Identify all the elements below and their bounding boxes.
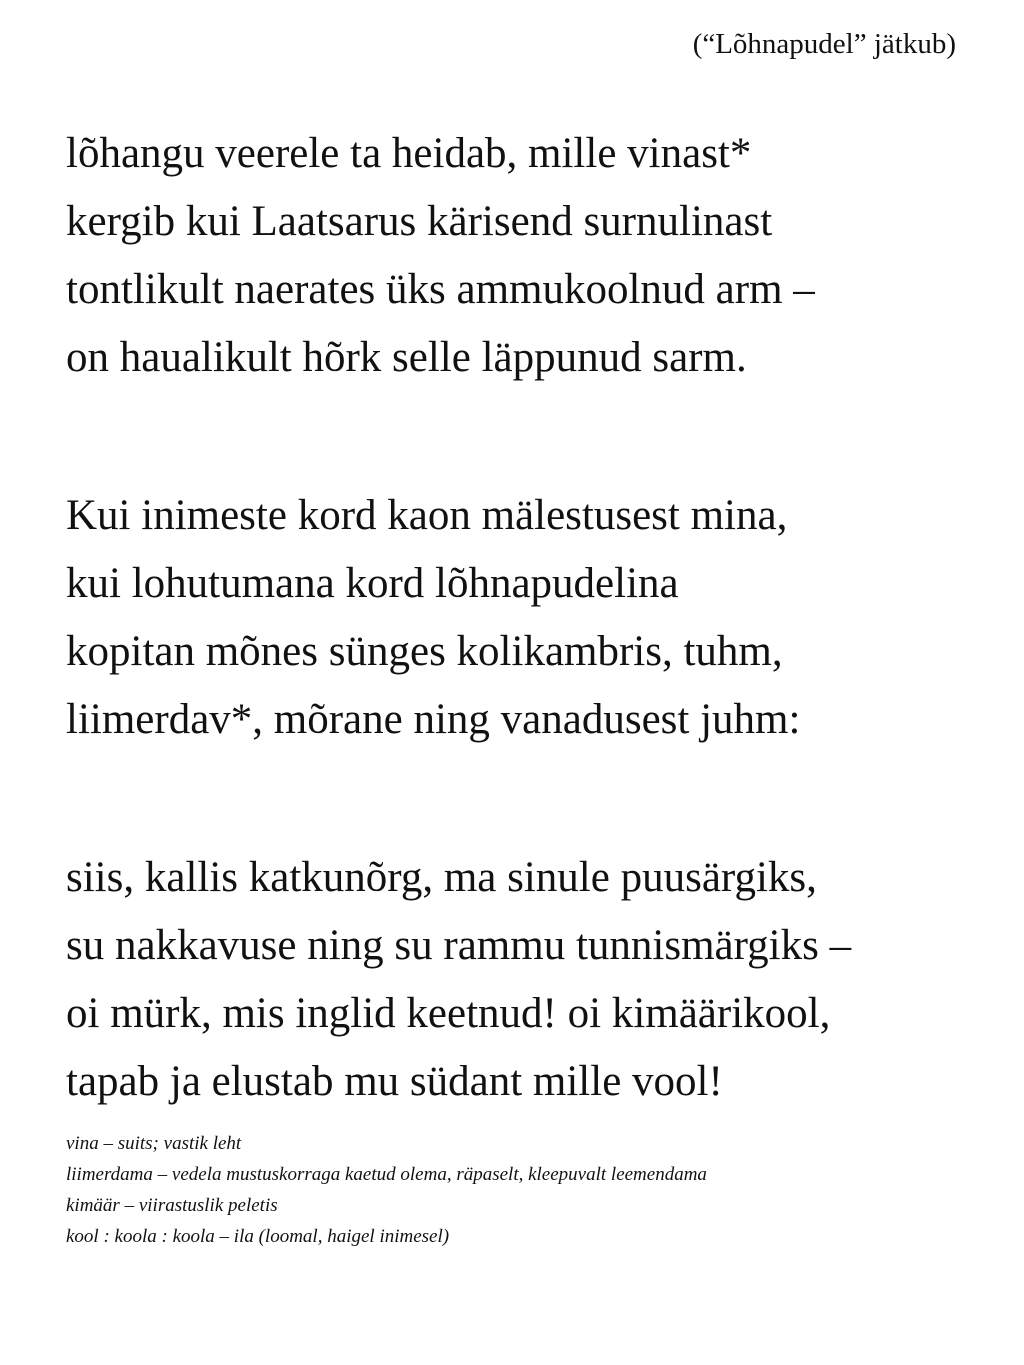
footnote-kool: kool : koola : koola – ila (loomal, haigel inimesel): [66, 1226, 450, 1247]
poem-line: su nakkavuse ning su rammu tunnismärgiks –: [66, 922, 852, 969]
footnote-liimerdama: liimerdama – vedela mustuskorraga kaetud olema, räpaselt, kleepuvalt leemendama: [66, 1164, 707, 1185]
stanza-3: [66, 844, 1006, 1116]
stanza-1: [66, 120, 1006, 392]
footnotes: [66, 1128, 996, 1252]
footnote-kimaar: kimäär – viirastuslik peletis: [66, 1195, 278, 1216]
poem-body: [66, 120, 1006, 1116]
poem-line: on haualikult hõrk selle läppunud sarm.: [66, 334, 747, 381]
poem-line: kergib kui Laatsarus kärisend surnulinast: [66, 198, 773, 245]
poem-line: liimerdav*, mõrane ning vanadusest juhm:: [66, 696, 801, 743]
poem-line: oi mürk, mis inglid keetnud! oi kimäärikool,: [66, 990, 831, 1037]
poem-line: Kui inimeste kord kaon mälestusest mina,: [66, 492, 788, 539]
poem-line: kopitan mõnes sünges kolikambris, tuhm,: [66, 628, 783, 675]
poem-line: lõhangu veerele ta heidab, mille vinast*: [66, 130, 752, 177]
footnote-vina: vina – suits; vastik leht: [66, 1133, 242, 1154]
poem-line: kui lohutumana kord lõhnapudelina: [66, 560, 679, 607]
continuation-note: (“Lõhnapudel” jätkub): [692, 28, 956, 60]
poem-line: tapab ja elustab mu südant mille vool!: [66, 1058, 723, 1105]
poem-line: siis, kallis katkunõrg, ma sinule puusärgiks,: [66, 854, 817, 901]
stanza-2: [66, 482, 1006, 754]
poem-line: tontlikult naerates üks ammukoolnud arm –: [66, 266, 815, 313]
